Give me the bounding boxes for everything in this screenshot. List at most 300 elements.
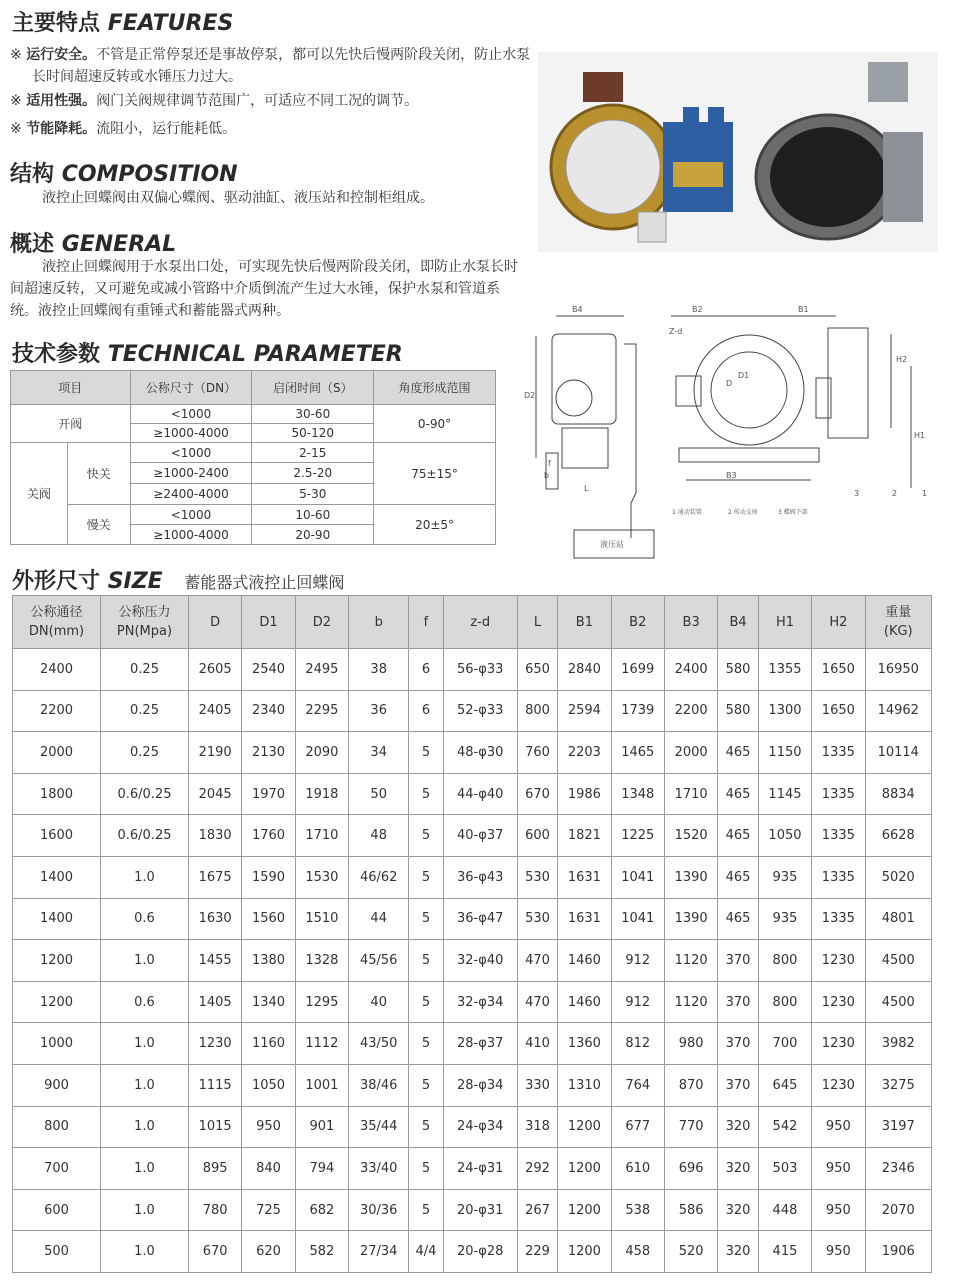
table-cell: 30/36	[349, 1189, 409, 1231]
header-text: f	[423, 614, 429, 630]
table-cell: 28-φ37	[443, 1023, 517, 1065]
table-cell: 1739	[611, 690, 664, 732]
table-cell: 14962	[865, 690, 931, 732]
dim-label: B2	[692, 305, 703, 314]
table-row	[13, 1064, 932, 1106]
table-row	[13, 1231, 932, 1273]
drawing-legend: 1 通动装置	[672, 509, 702, 516]
table-cell: 16950	[865, 649, 931, 691]
table-cell: 34	[349, 732, 409, 774]
table-cell: 1.0	[101, 940, 189, 982]
table-cell: 415	[758, 1231, 811, 1273]
general-heading: 概述 GENERAL	[10, 232, 177, 257]
table-cell: 1530	[295, 856, 348, 898]
size-column-header	[188, 596, 241, 649]
table-cell: 465	[718, 856, 758, 898]
table-cell: 1821	[558, 815, 611, 857]
table-cell: 27/34	[349, 1231, 409, 1273]
header-text: 重量	[885, 605, 912, 620]
table-row: ≥2400-4000 5-30	[11, 484, 496, 505]
table-cell: 38/46	[349, 1064, 409, 1106]
table-cell: 0.6	[101, 981, 189, 1023]
size-heading: 外形尺寸 SIZE 蓄能器式液控止回蝶阀	[12, 569, 345, 594]
table-cell: 3197	[865, 1106, 931, 1148]
table-row	[13, 1148, 932, 1190]
table-cell: 600	[13, 1189, 101, 1231]
table-cell: 2200	[664, 690, 717, 732]
table-cell: 670	[517, 773, 557, 815]
table-cell: 1460	[558, 940, 611, 982]
table-cell: 4/4	[409, 1231, 443, 1273]
table-cell: 1041	[611, 856, 664, 898]
dim-label: B4	[572, 305, 583, 314]
table-cell: 2045	[188, 773, 241, 815]
table-cell: 610	[611, 1148, 664, 1190]
table-cell: 1560	[242, 898, 295, 940]
table-cell: 1400	[13, 856, 101, 898]
size-header-row	[13, 596, 932, 649]
table-cell: 580	[718, 649, 758, 691]
table-cell: 1328	[295, 940, 348, 982]
header-text: 公称通径	[30, 605, 83, 620]
table-cell: 44	[349, 898, 409, 940]
header-text: H2	[829, 614, 848, 630]
technical-heading: 技术参数 TECHNICAL PARAMETER	[12, 342, 403, 367]
table-cell: 48-φ30	[443, 732, 517, 774]
table-cell: 5	[409, 1106, 443, 1148]
table-cell: 870	[664, 1064, 717, 1106]
header-text: B4	[729, 614, 747, 630]
table-cell: 1225	[611, 815, 664, 857]
table-cell: 620	[242, 1231, 295, 1273]
table-cell: 33/40	[349, 1148, 409, 1190]
table-cell: 330	[517, 1064, 557, 1106]
header-text: (KG)	[883, 624, 913, 639]
table-cell: 1986	[558, 773, 611, 815]
table-cell: 1360	[558, 1023, 611, 1065]
table-cell: 1335	[812, 732, 865, 774]
table-cell: 682	[295, 1189, 348, 1231]
table-cell: 1200	[13, 940, 101, 982]
table-cell: 320	[718, 1106, 758, 1148]
table-cell: 935	[758, 856, 811, 898]
table-cell: 1200	[558, 1106, 611, 1148]
table-cell: 800	[758, 940, 811, 982]
table-cell: 6	[409, 690, 443, 732]
table-cell: 44-φ40	[443, 773, 517, 815]
dim-label: Z-d	[669, 327, 683, 336]
table-cell: 36-φ47	[443, 898, 517, 940]
table-cell: 1.0	[101, 1023, 189, 1065]
table-cell: 1355	[758, 649, 811, 691]
callout-number: 3	[854, 489, 860, 498]
table-cell: 1112	[295, 1023, 348, 1065]
header-text: 公称压力	[118, 605, 171, 620]
table-cell: 5	[409, 981, 443, 1023]
table-cell: 1200	[558, 1189, 611, 1231]
table-cell: 580	[718, 690, 758, 732]
table-cell: 465	[718, 815, 758, 857]
header-text: DN(mm)	[28, 624, 85, 639]
table-cell: 52-φ33	[443, 690, 517, 732]
table-cell: 2070	[865, 1189, 931, 1231]
features-heading: 主要特点 FEATURES	[12, 11, 234, 36]
table-header-row: 项目 公称尺寸（DN） 启闭时间（S） 角度形成范围	[11, 371, 496, 405]
table-cell: 2090	[295, 732, 348, 774]
table-cell: 538	[611, 1189, 664, 1231]
table-cell: 800	[517, 690, 557, 732]
table-cell: 1918	[295, 773, 348, 815]
table-cell: 1830	[188, 815, 241, 857]
table-cell: 320	[718, 1231, 758, 1273]
table-cell: 1310	[558, 1064, 611, 1106]
table-cell: 2346	[865, 1148, 931, 1190]
header-text: D2	[312, 614, 332, 630]
table-cell: 5	[409, 732, 443, 774]
size-column-header	[409, 596, 443, 649]
table-row: ≥1000-4000 20-90	[11, 525, 496, 545]
table-row	[13, 940, 932, 982]
dim-label: b	[544, 471, 550, 480]
table-cell: 1050	[758, 815, 811, 857]
table-cell: 1631	[558, 898, 611, 940]
hydraulic-station-label: 液压站	[600, 540, 624, 549]
size-column-header	[611, 596, 664, 649]
table-cell: 1760	[242, 815, 295, 857]
table-cell: 370	[718, 981, 758, 1023]
technical-drawing	[516, 298, 946, 560]
table-cell: 56-φ33	[443, 649, 517, 691]
table-cell: 448	[758, 1189, 811, 1231]
table-cell: 1230	[812, 981, 865, 1023]
table-cell: 912	[611, 981, 664, 1023]
header-text: PN(Mpa)	[116, 624, 173, 639]
table-row: 开阀 <1000 30-60 0-90°	[11, 405, 496, 424]
table-cell: 1230	[188, 1023, 241, 1065]
size-column-header	[13, 596, 101, 649]
table-row: ≥1000-2400 2.5-20	[11, 463, 496, 484]
size-column-header	[443, 596, 517, 649]
header-text: B3	[682, 614, 700, 630]
dim-label: B3	[726, 471, 737, 480]
table-cell: 5	[409, 1189, 443, 1231]
table-row	[13, 856, 932, 898]
table-cell: 1590	[242, 856, 295, 898]
size-table-body	[13, 596, 932, 1273]
table-cell: 2340	[242, 690, 295, 732]
table-cell: 950	[812, 1148, 865, 1190]
table-cell: 2495	[295, 649, 348, 691]
callout-number: 2	[892, 489, 898, 498]
drawing-legend: 2 传动支座	[728, 509, 758, 516]
table-cell: 1699	[611, 649, 664, 691]
table-cell: 1335	[812, 898, 865, 940]
table-cell: 458	[611, 1231, 664, 1273]
table-cell: 1390	[664, 898, 717, 940]
table-cell: 6628	[865, 815, 931, 857]
table-cell: 4801	[865, 898, 931, 940]
table-cell: 24-φ34	[443, 1106, 517, 1148]
table-cell: 1340	[242, 981, 295, 1023]
table-cell: 503	[758, 1148, 811, 1190]
callout-number: 1	[922, 489, 928, 498]
table-cell: 35/44	[349, 1106, 409, 1148]
table-cell: 1600	[13, 815, 101, 857]
table-cell: 1120	[664, 940, 717, 982]
table-cell: 760	[517, 732, 557, 774]
table-cell: 1230	[812, 1064, 865, 1106]
table-cell: 700	[13, 1148, 101, 1190]
size-column-header	[349, 596, 409, 649]
table-cell: 2000	[664, 732, 717, 774]
table-cell: 3982	[865, 1023, 931, 1065]
table-cell: 725	[242, 1189, 295, 1231]
table-cell: 1230	[812, 940, 865, 982]
table-cell: 1000	[13, 1023, 101, 1065]
table-cell: 5	[409, 856, 443, 898]
table-cell: 0.6/0.25	[101, 773, 189, 815]
table-cell: 1200	[558, 1231, 611, 1273]
table-cell: 1300	[758, 690, 811, 732]
table-cell: 48	[349, 815, 409, 857]
table-cell: 1710	[295, 815, 348, 857]
table-cell: 2605	[188, 649, 241, 691]
table-cell: 1631	[558, 856, 611, 898]
dim-label: f	[548, 459, 551, 468]
table-cell: 935	[758, 898, 811, 940]
table-row	[13, 1106, 932, 1148]
table-cell: 32-φ40	[443, 940, 517, 982]
header-text: B1	[575, 614, 593, 630]
table-cell: 1200	[13, 981, 101, 1023]
table-cell: 2840	[558, 649, 611, 691]
features-list	[10, 44, 540, 140]
table-row: 慢关 <1000 10-60 20±5°	[11, 505, 496, 525]
header-text: D	[210, 614, 221, 630]
table-cell: 900	[13, 1064, 101, 1106]
table-cell: 530	[517, 898, 557, 940]
table-cell: 1160	[242, 1023, 295, 1065]
table-cell: 40	[349, 981, 409, 1023]
dim-label: D2	[524, 391, 536, 400]
table-cell: 0.6/0.25	[101, 815, 189, 857]
table-cell: 1675	[188, 856, 241, 898]
table-cell: 470	[517, 940, 557, 982]
table-cell: 32-φ34	[443, 981, 517, 1023]
table-cell: 840	[242, 1148, 295, 1190]
table-cell: 1145	[758, 773, 811, 815]
table-cell: 370	[718, 1064, 758, 1106]
header-text: z-d	[470, 614, 491, 630]
table-cell: 5	[409, 773, 443, 815]
table-cell: 1520	[664, 815, 717, 857]
table-cell: 318	[517, 1106, 557, 1148]
table-cell: 586	[664, 1189, 717, 1231]
table-cell: 950	[812, 1231, 865, 1273]
table-cell: 1015	[188, 1106, 241, 1148]
table-cell: 1335	[812, 856, 865, 898]
size-column-header	[242, 596, 295, 649]
table-cell: 5	[409, 940, 443, 982]
technical-table	[10, 370, 496, 545]
table-cell: 20-φ28	[443, 1231, 517, 1273]
table-row	[13, 773, 932, 815]
table-cell: 2200	[13, 690, 101, 732]
table-cell: 780	[188, 1189, 241, 1231]
table-cell: 1400	[13, 898, 101, 940]
table-cell: 700	[758, 1023, 811, 1065]
table-cell: 28-φ34	[443, 1064, 517, 1106]
table-cell: 794	[295, 1148, 348, 1190]
table-row: ≥1000-4000 50-120	[11, 424, 496, 443]
table-cell: 1465	[611, 732, 664, 774]
table-cell: 1295	[295, 981, 348, 1023]
table-cell: 1200	[558, 1148, 611, 1190]
table-cell: 410	[517, 1023, 557, 1065]
general-text: 液控止回蝶阀用于水泵出口处，可实现先快后慢两阶段关闭，即防止水泵长时间超速反转，又可避免或减小管路中介质倒流产生过大水锤，保护水泵和管道系统。液控止回蝶阀有重锤式和蓄能器式两种。	[10, 259, 518, 319]
table-cell: 600	[517, 815, 557, 857]
table-cell: 1800	[13, 773, 101, 815]
size-column-header	[664, 596, 717, 649]
table-cell: 542	[758, 1106, 811, 1148]
size-column-header	[758, 596, 811, 649]
table-cell: 50	[349, 773, 409, 815]
table-cell: 465	[718, 773, 758, 815]
table-cell: 1460	[558, 981, 611, 1023]
table-cell: 40-φ37	[443, 815, 517, 857]
table-cell: 1630	[188, 898, 241, 940]
table-cell: 36	[349, 690, 409, 732]
table-cell: 292	[517, 1148, 557, 1190]
table-cell: 2000	[13, 732, 101, 774]
table-cell: 1115	[188, 1064, 241, 1106]
table-cell: 1335	[812, 773, 865, 815]
table-cell: 1.0	[101, 1106, 189, 1148]
table-row	[13, 1189, 932, 1231]
table-cell: 4500	[865, 940, 931, 982]
table-cell: 901	[295, 1106, 348, 1148]
table-cell: 10114	[865, 732, 931, 774]
table-cell: 2203	[558, 732, 611, 774]
table-cell: 1335	[812, 815, 865, 857]
table-cell: 2130	[242, 732, 295, 774]
dim-label: D	[726, 379, 733, 388]
table-cell: 1906	[865, 1231, 931, 1273]
table-cell: 0.6	[101, 898, 189, 940]
table-cell: 1390	[664, 856, 717, 898]
table-cell: 5	[409, 1023, 443, 1065]
table-cell: 4500	[865, 981, 931, 1023]
table-cell: 1.0	[101, 1189, 189, 1231]
table-cell: 1.0	[101, 1148, 189, 1190]
table-cell: 800	[13, 1106, 101, 1148]
table-cell: 1120	[664, 981, 717, 1023]
table-cell: 1.0	[101, 1231, 189, 1273]
table-cell: 520	[664, 1231, 717, 1273]
table-row: 关阀 快关 <1000 2-15 75±15°	[11, 443, 496, 463]
table-cell: 812	[611, 1023, 664, 1065]
table-cell: 0.25	[101, 690, 189, 732]
table-cell: 950	[242, 1106, 295, 1148]
table-cell: 5020	[865, 856, 931, 898]
header-text: L	[533, 614, 542, 630]
header-text: B2	[629, 614, 647, 630]
table-cell: 1348	[611, 773, 664, 815]
table-row	[13, 732, 932, 774]
composition-heading: 结构 COMPOSITION	[10, 162, 238, 187]
table-cell: 6	[409, 649, 443, 691]
table-cell: 45/56	[349, 940, 409, 982]
size-column-header	[517, 596, 557, 649]
table-cell: 1.0	[101, 1064, 189, 1106]
table-row	[13, 690, 932, 732]
table-cell: 370	[718, 1023, 758, 1065]
table-cell: 980	[664, 1023, 717, 1065]
table-cell: 5	[409, 1064, 443, 1106]
size-column-header	[812, 596, 865, 649]
table-cell: 764	[611, 1064, 664, 1106]
table-cell: 2295	[295, 690, 348, 732]
table-cell: 320	[718, 1189, 758, 1231]
table-row	[13, 981, 932, 1023]
table-cell: 267	[517, 1189, 557, 1231]
table-cell: 3275	[865, 1064, 931, 1106]
table-cell: 465	[718, 732, 758, 774]
size-column-header	[718, 596, 758, 649]
table-cell: 0.25	[101, 732, 189, 774]
table-cell: 950	[812, 1106, 865, 1148]
size-column-header	[101, 596, 189, 649]
table-cell: 950	[812, 1189, 865, 1231]
table-cell: 1710	[664, 773, 717, 815]
table-cell: 1150	[758, 732, 811, 774]
dim-label: B1	[798, 305, 809, 314]
table-cell: 320	[718, 1148, 758, 1190]
table-row	[13, 649, 932, 691]
size-subtitle: 蓄能器式液控止回蝶阀	[184, 573, 345, 592]
table-cell: 5	[409, 898, 443, 940]
table-cell: 1230	[812, 1023, 865, 1065]
header-text: b	[374, 614, 383, 630]
table-row	[13, 898, 932, 940]
table-cell: 36-φ43	[443, 856, 517, 898]
drawing-legend: 3 蝶阀下部	[778, 509, 808, 516]
table-cell: 1650	[812, 690, 865, 732]
table-cell: 1041	[611, 898, 664, 940]
table-cell: 0.25	[101, 649, 189, 691]
table-cell: 370	[718, 940, 758, 982]
table-cell: 645	[758, 1064, 811, 1106]
valve-photo-illustration	[538, 52, 938, 252]
table-cell: 5	[409, 815, 443, 857]
table-cell: 20-φ31	[443, 1189, 517, 1231]
table-cell: 38	[349, 649, 409, 691]
table-cell: 677	[611, 1106, 664, 1148]
composition-text: 液控止回蝶阀由双偏心蝶阀、驱动油缸、液压站和控制柜组成。	[42, 190, 434, 206]
table-row	[13, 815, 932, 857]
table-cell: 2540	[242, 649, 295, 691]
dim-label: H2	[896, 355, 908, 364]
header-text: H1	[775, 614, 794, 630]
dim-label: D1	[738, 371, 750, 380]
table-cell: 1455	[188, 940, 241, 982]
table-cell: 582	[295, 1231, 348, 1273]
feature-item: ※ 节能降耗。流阻小，运行能耗低。	[10, 121, 237, 137]
table-cell: 8834	[865, 773, 931, 815]
feature-item: ※ 运行安全。不管是正常停泵还是事故停泵，都可以先快后慢两阶段关闭，防止水泵长时间超速反转或水锤压力过大。	[10, 47, 531, 85]
table-cell: 1380	[242, 940, 295, 982]
table-cell: 2405	[188, 690, 241, 732]
